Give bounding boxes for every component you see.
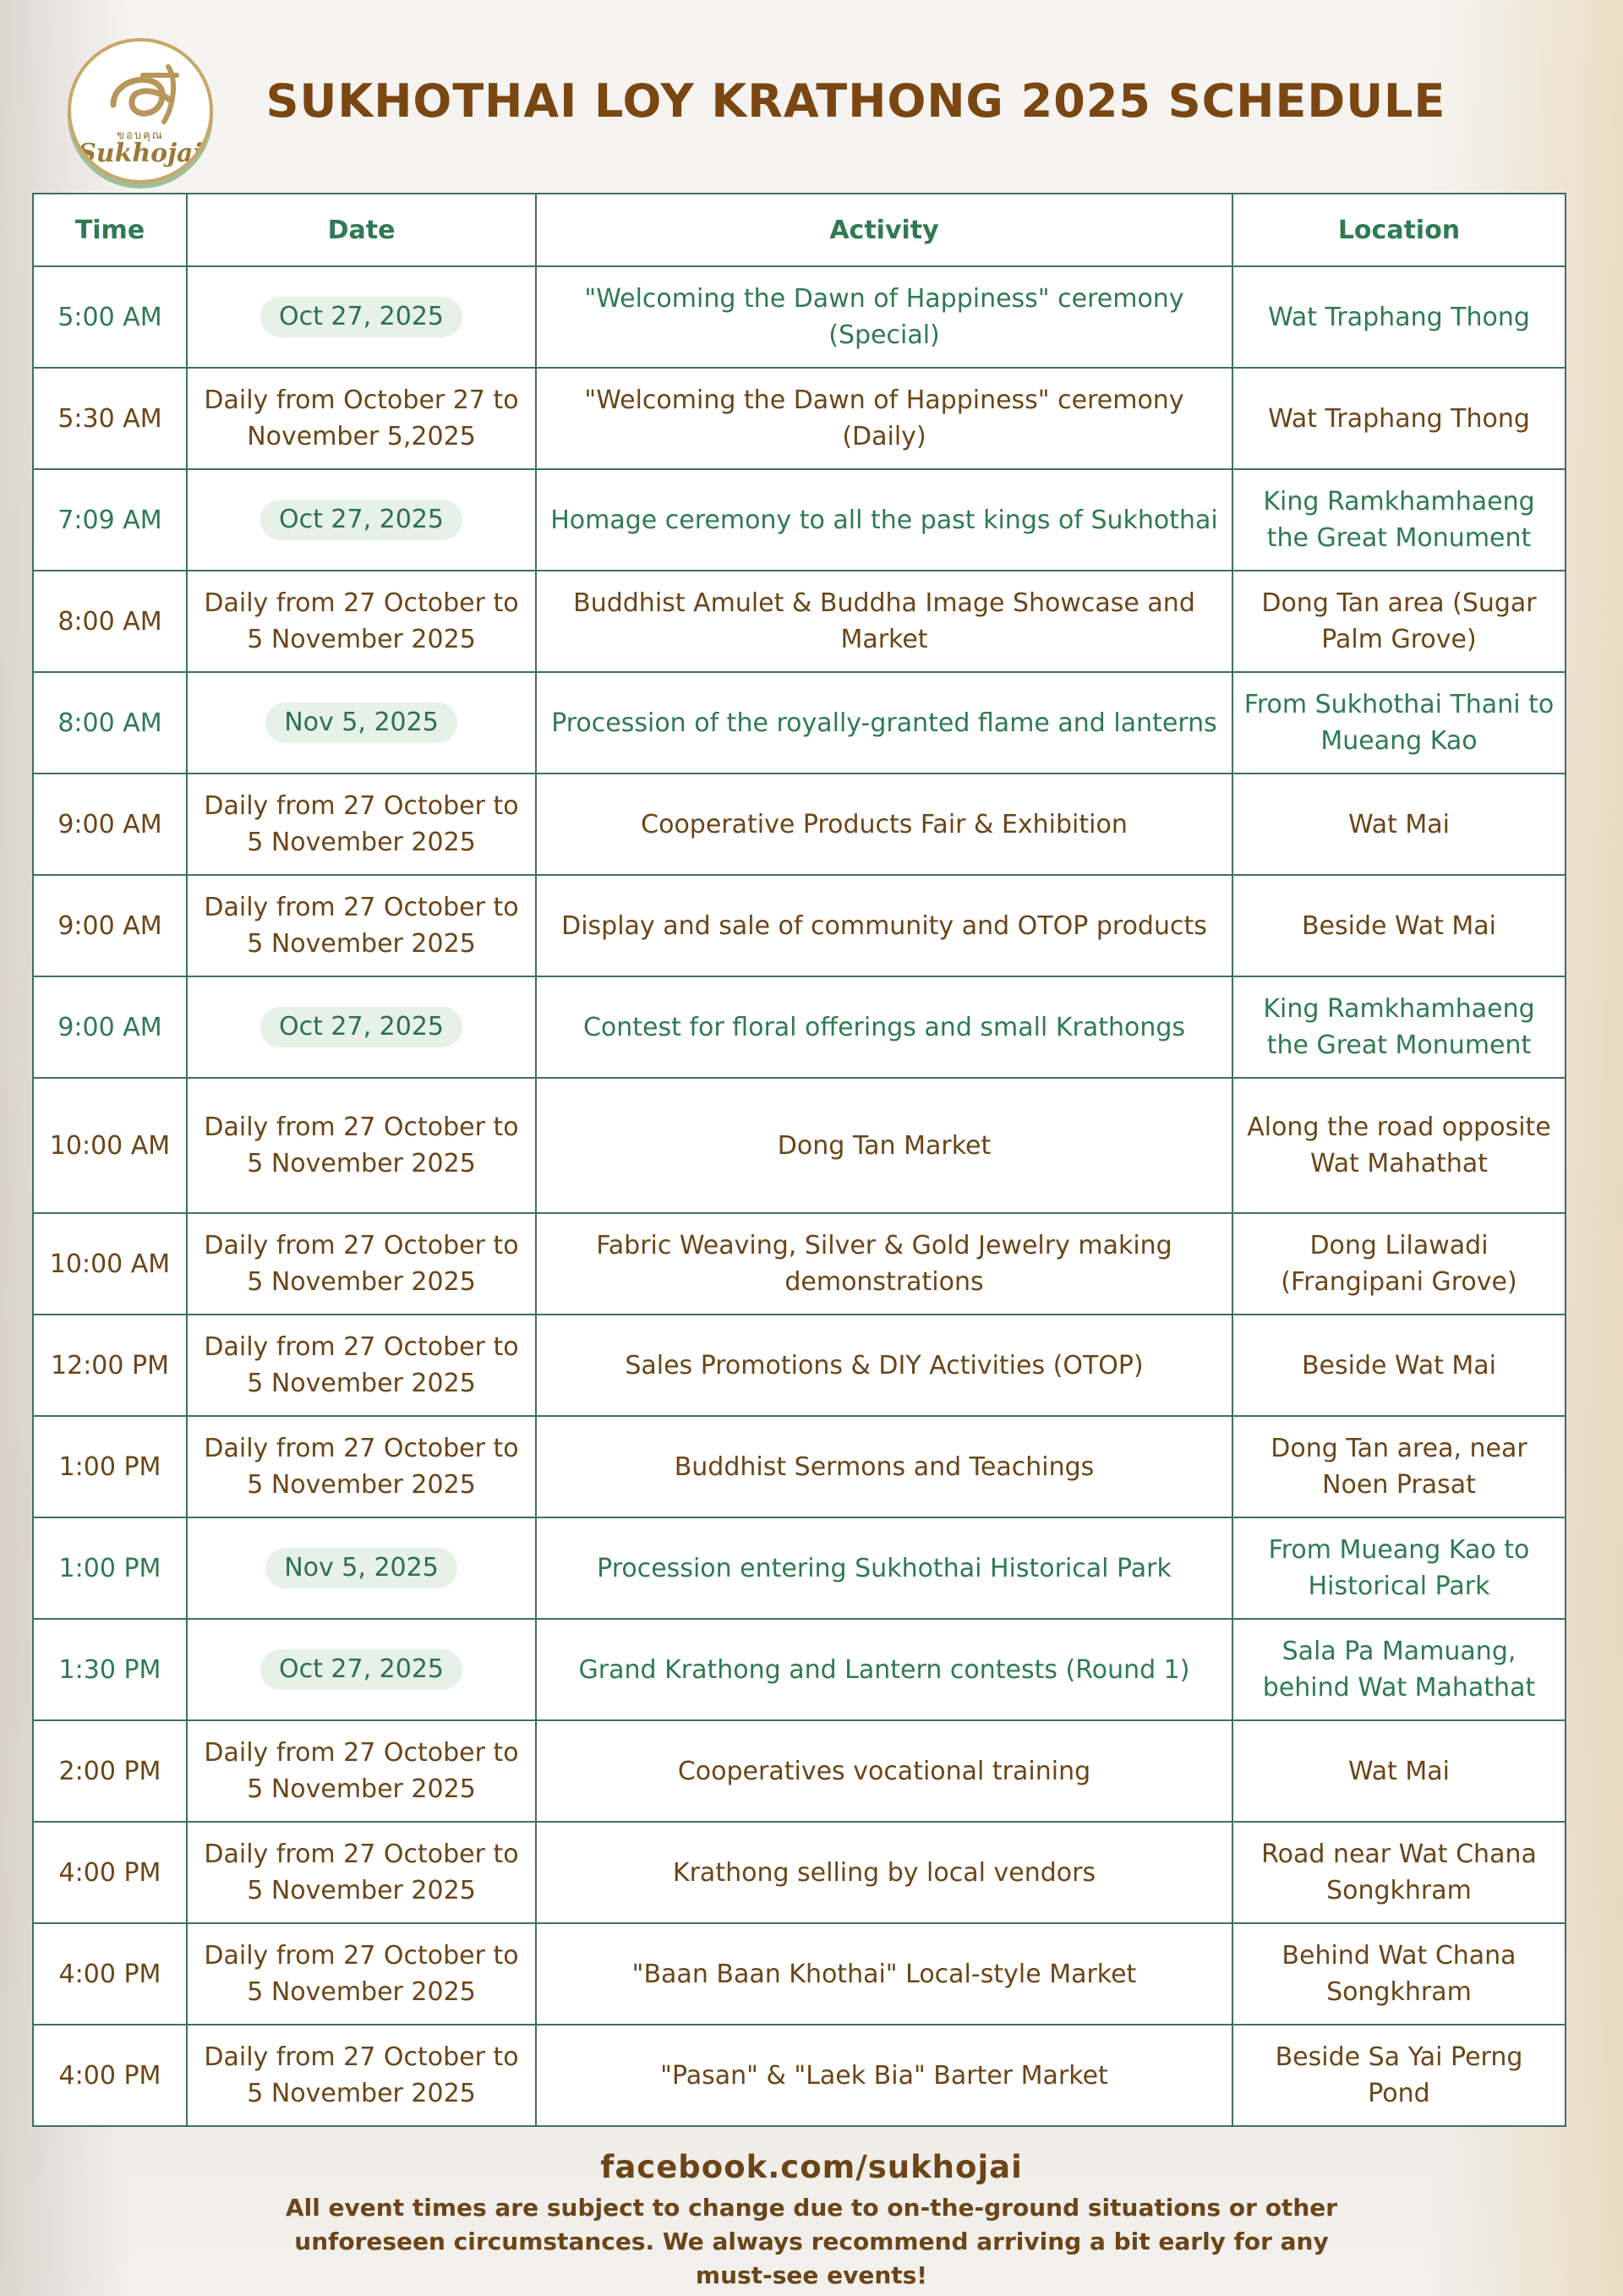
date-cell: Daily from 27 October to 5 November 2025 — [187, 571, 536, 672]
time-cell: 2:00 PM — [33, 1720, 187, 1822]
date-cell: Daily from 27 October to 5 November 2025 — [187, 774, 536, 875]
header-time: Time — [33, 194, 187, 266]
activity-cell: Procession of the royally-granted flame and lanterns — [536, 672, 1232, 774]
header-date: Date — [187, 194, 536, 266]
sukhojai-logo — [68, 38, 213, 183]
time-cell: 1:00 PM — [33, 1517, 187, 1619]
time-cell: 1:00 PM — [33, 1416, 187, 1517]
activity-cell: "Welcoming the Dawn of Happiness" ceremony (Daily) — [536, 368, 1232, 469]
activity-cell: Fabric Weaving, Silver & Gold Jewelry making demonstrations — [536, 1213, 1232, 1315]
location-cell: Behind Wat Chana Songkhram — [1232, 1923, 1566, 2025]
time-cell: 1:30 PM — [33, 1619, 187, 1720]
location-cell: Dong Tan area, near Noen Prasat — [1232, 1416, 1566, 1517]
table-row — [33, 1517, 1566, 1619]
location-cell: From Mueang Kao to Historical Park — [1232, 1517, 1566, 1619]
activity-cell: Display and sale of community and OTOP products — [536, 875, 1232, 976]
location-cell: Sala Pa Mamuang, behind Wat Mahathat — [1232, 1619, 1566, 1720]
date-cell: Daily from 27 October to 5 November 2025 — [187, 875, 536, 976]
date-cell: Daily from 27 October to 5 November 2025 — [187, 1822, 536, 1923]
time-cell: 9:00 AM — [33, 774, 187, 875]
activity-cell: "Baan Baan Khothai" Local-style Market — [536, 1923, 1232, 2025]
date-cell — [187, 266, 536, 368]
location-cell: Wat Traphang Thong — [1232, 368, 1566, 469]
time-cell: 4:00 PM — [33, 1923, 187, 2025]
location-cell: Dong Tan area (Sugar Palm Grove) — [1232, 571, 1566, 672]
activity-cell: Homage ceremony to all the past kings of Sukhothai — [536, 469, 1232, 571]
table-row — [33, 976, 1566, 1078]
location-cell: Road near Wat Chana Songkhram — [1232, 1822, 1566, 1923]
date-pill: Nov 5, 2025 — [265, 1548, 457, 1588]
location-cell: King Ramkhamhaeng the Great Monument — [1232, 976, 1566, 1078]
time-cell: 10:00 AM — [33, 1078, 187, 1213]
date-cell: Daily from 27 October to 5 November 2025 — [187, 1078, 536, 1213]
date-cell — [187, 469, 536, 571]
date-pill: Oct 27, 2025 — [260, 297, 462, 337]
date-cell: Daily from 27 October to 5 November 2025 — [187, 1720, 536, 1822]
time-cell: 8:00 AM — [33, 672, 187, 774]
time-cell: 9:00 AM — [33, 976, 187, 1078]
table-row — [33, 266, 1566, 368]
date-cell: Daily from 27 October to 5 November 2025 — [187, 1213, 536, 1315]
location-cell: From Sukhothai Thani to Mueang Kao — [1232, 672, 1566, 774]
activity-cell: Grand Krathong and Lantern contests (Round 1) — [536, 1619, 1232, 1720]
activity-cell: Cooperatives vocational training — [536, 1720, 1232, 1822]
date-cell — [187, 1619, 536, 1720]
table-row — [33, 368, 1566, 469]
date-cell: Daily from 27 October to 5 November 2025 — [187, 1416, 536, 1517]
logo-small-text: ขอบคุณ — [117, 129, 164, 142]
time-cell: 8:00 AM — [33, 571, 187, 672]
table-row — [33, 1315, 1566, 1416]
table-row — [33, 875, 1566, 976]
date-pill: Nov 5, 2025 — [265, 702, 457, 743]
activity-cell: Krathong selling by local vendors — [536, 1822, 1232, 1923]
disclaimer-note: All event times are subject to change due to on-the-ground situations or other unforeseen circumstances. We always recommend arriving a bit early for any must-see events! — [285, 2194, 1338, 2289]
facebook-link[interactable]: facebook.com/sukhojai — [600, 2149, 1023, 2185]
activity-cell: "Welcoming the Dawn of Happiness" ceremony (Special) — [536, 266, 1232, 368]
activity-cell: Cooperative Products Fair & Exhibition — [536, 774, 1232, 875]
location-cell: Along the road opposite Wat Mahathat — [1232, 1078, 1566, 1213]
header-location: Location — [1232, 194, 1566, 266]
date-cell: Daily from October 27 to November 5,2025 — [187, 368, 536, 469]
table-row — [33, 774, 1566, 875]
time-cell: 7:09 AM — [33, 469, 187, 571]
date-cell: Daily from 27 October to 5 November 2025 — [187, 2025, 536, 2126]
activity-cell: Sales Promotions & DIY Activities (OTOP) — [536, 1315, 1232, 1416]
table-row — [33, 2025, 1566, 2126]
location-cell: Wat Traphang Thong — [1232, 266, 1566, 368]
location-cell: Beside Wat Mai — [1232, 1315, 1566, 1416]
table-row — [33, 469, 1566, 571]
location-cell: Wat Mai — [1232, 1720, 1566, 1822]
page-title: SUKHOTHAI LOY KRATHONG 2025 SCHEDULE — [265, 74, 1446, 128]
table-row — [33, 1923, 1566, 2025]
header-activity: Activity — [536, 194, 1232, 266]
date-cell — [187, 1517, 536, 1619]
date-pill: Oct 27, 2025 — [260, 500, 462, 540]
activity-cell: Contest for floral offerings and small Krathongs — [536, 976, 1232, 1078]
page-header — [0, 0, 1623, 190]
date-cell — [187, 976, 536, 1078]
location-cell: King Ramkhamhaeng the Great Monument — [1232, 469, 1566, 571]
activity-cell: Buddhist Sermons and Teachings — [536, 1416, 1232, 1517]
time-cell: 4:00 PM — [33, 2025, 187, 2126]
table-row — [33, 1078, 1566, 1213]
table-row — [33, 1416, 1566, 1517]
table-row — [33, 571, 1566, 672]
time-cell: 10:00 AM — [33, 1213, 187, 1315]
table-row — [33, 1822, 1566, 1923]
logo-brand-text: Sukhojai — [78, 139, 203, 168]
time-cell: 5:30 AM — [33, 368, 187, 469]
time-cell: 12:00 PM — [33, 1315, 187, 1416]
table-row — [33, 1619, 1566, 1720]
table-row — [33, 1720, 1566, 1822]
activity-cell: Procession entering Sukhothai Historical Park — [536, 1517, 1232, 1619]
time-cell: 4:00 PM — [33, 1822, 187, 1923]
date-cell — [187, 672, 536, 774]
time-cell: 5:00 AM — [33, 266, 187, 368]
schedule-table — [32, 193, 1566, 2127]
date-cell: Daily from 27 October to 5 November 2025 — [187, 1923, 536, 2025]
date-pill: Oct 27, 2025 — [260, 1007, 462, 1047]
activity-cell: "Pasan" & "Laek Bia" Barter Market — [536, 2025, 1232, 2126]
location-cell: Wat Mai — [1232, 774, 1566, 875]
table-row — [33, 1213, 1566, 1315]
date-cell: Daily from 27 October to 5 November 2025 — [187, 1315, 536, 1416]
location-cell: Dong Lilawadi (Frangipani Grove) — [1232, 1213, 1566, 1315]
table-row — [33, 672, 1566, 774]
activity-cell: Dong Tan Market — [536, 1078, 1232, 1213]
location-cell: Beside Sa Yai Perng Pond — [1232, 2025, 1566, 2126]
location-cell: Beside Wat Mai — [1232, 875, 1566, 976]
table-header-row — [33, 194, 1566, 266]
date-pill: Oct 27, 2025 — [260, 1649, 462, 1690]
time-cell: 9:00 AM — [33, 875, 187, 976]
activity-cell: Buddhist Amulet & Buddha Image Showcase and Market — [536, 571, 1232, 672]
